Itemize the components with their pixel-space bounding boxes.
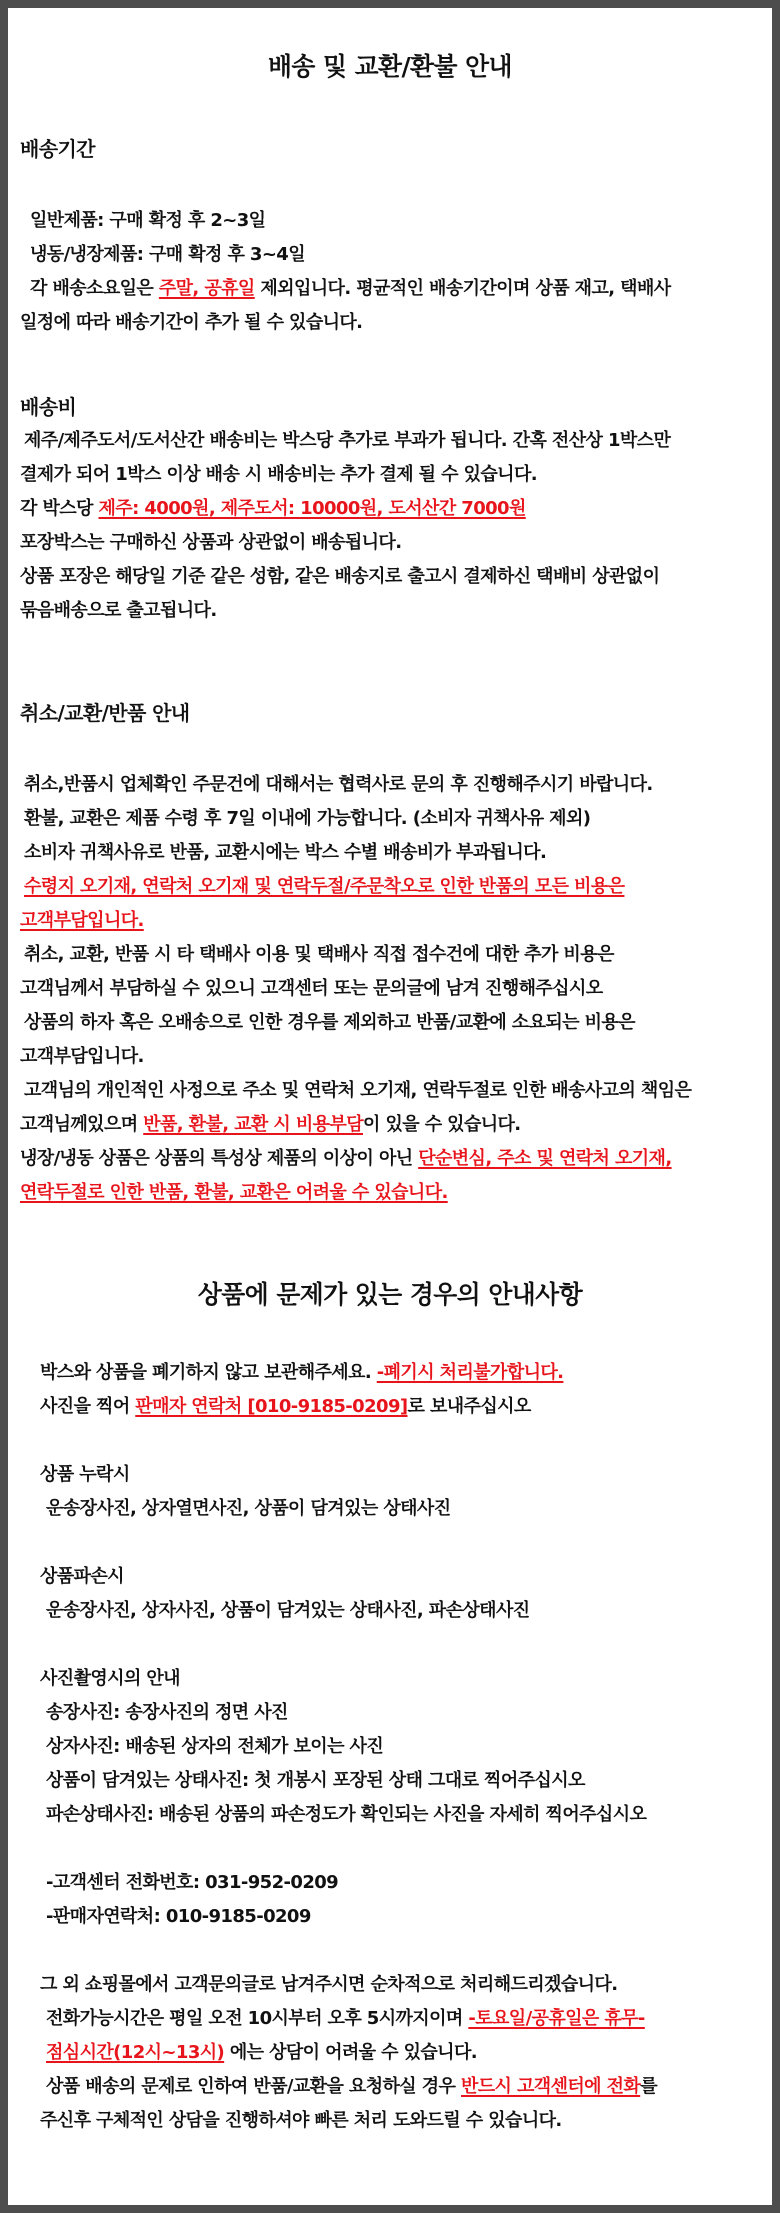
seller-phone: -판매자연락처: 010-9185-0209 <box>46 1906 311 1927</box>
photo-guide-heading: 사진촬영시의 안내 <box>40 1668 180 1689</box>
cancel-line: 취소, 교환, 반품 시 타 택배사 이용 및 택배사 직접 접수건에 대한 추가 비용은 <box>24 944 614 965</box>
missing-photos: 운송장사진, 상자열면사진, 상품이 담겨있는 상태사진 <box>46 1498 451 1519</box>
cancel-line: 냉장/냉동 상품은 상품의 특성상 제품의 이상이 아닌 단순변심, 주소 및 연락처 오기재, <box>20 1148 672 1169</box>
cancel-line: 취소,반품시 업체확인 주문건에 대해서는 협력사로 문의 후 진행해주시기 바랍니다. <box>24 774 653 795</box>
shipping-fee-rates: 각 박스당 제주: 4000원, 제주도서: 10000원, 도서산간 7000원 <box>20 498 526 519</box>
page-title: 배송 및 교환/환불 안내 <box>267 52 513 81</box>
misc-line: 그 외 쇼핑몰에서 고객문의글로 남겨주시면 순차적으로 처리해드리겠습니다. <box>40 1974 618 1995</box>
shipping-fee-line: 결제가 되어 1박스 이상 배송 시 배송비는 추가 결제 될 수 있습니다. <box>20 464 537 485</box>
phone-hours: 전화가능시간은 평일 오전 10시부터 오후 5시까지이며 -토요일/공휴일은 휴무- <box>46 2008 645 2029</box>
shipping-period-note: 각 배송소요일은 주말, 공휴일 제외입니다. 평균적인 배송기간이며 상품 재고, 택배사 <box>30 278 671 299</box>
shipping-fee-line: 제주/제주도서/도서산간 배송비는 박스당 추가로 부과가 됩니다. 간혹 전산상 1박스만 <box>24 430 671 451</box>
general-product-period: 일반제품: 구매 확정 후 2~3일 <box>30 210 266 231</box>
photo-guide-item: 송장사진: 송장사진의 정면 사진 <box>46 1702 288 1723</box>
shipping-fee-line: 상품 포장은 해당일 기준 같은 성함, 같은 배송지로 출고시 결제하신 택배비 상관없이 <box>20 566 660 587</box>
cancel-line: 고객님께있으며 반품, 환불, 교환 시 비용부담이 있을 수 있습니다. <box>20 1114 521 1135</box>
cancel-line: 상품의 하자 혹은 오배송으로 인한 경우를 제외하고 반품/교환에 소요되는 비용은 <box>24 1012 635 1033</box>
damage-heading: 상품파손시 <box>40 1566 124 1587</box>
cancel-line: 소비자 귀책사유로 반품, 교환시에는 박스 수별 배송비가 부과됩니다. <box>24 842 547 863</box>
shipping-period-heading: 배송기간 <box>20 137 95 161</box>
call-notice: 상품 배송의 문제로 인하여 반품/교환을 요청하실 경우 반드시 고객센터에 전화를 <box>46 2076 657 2097</box>
cancel-line: 환불, 교환은 제품 수령 후 7일 이내에 가능합니다. (소비자 귀책사유 제외) <box>24 808 591 829</box>
cancel-exchange-heading: 취소/교환/반품 안내 <box>20 701 190 725</box>
cancel-line: 고객님께서 부담하실 수 있으니 고객센터 또는 문의글에 남겨 진행해주십시오 <box>20 978 603 999</box>
frozen-product-period: 냉동/냉장제품: 구매 확정 후 3~4일 <box>30 244 306 265</box>
missing-heading: 상품 누락시 <box>40 1464 130 1485</box>
notice-sheet <box>8 8 772 2205</box>
cancel-warning: 연락두절로 인한 반품, 환불, 교환은 어려울 수 있습니다. <box>20 1182 448 1203</box>
shipping-fee-line: 포장박스는 구매하신 상품과 상관없이 배송됩니다. <box>20 532 402 553</box>
cancel-warning: 고객부담입니다. <box>20 910 144 931</box>
shipping-period-note-2: 일정에 따라 배송기간이 추가 될 수 있습니다. <box>20 312 363 333</box>
shipping-fee-line: 묶음배송으로 출고됩니다. <box>20 600 217 621</box>
lunch-hours: 점심시간(12시~13시) 에는 상담이 어려울 수 있습니다. <box>46 2042 477 2063</box>
problem-guide-title: 상품에 문제가 있는 경우의 안내사항 <box>197 1280 583 1309</box>
misc-line: 주신후 구체적인 상담을 진행하셔야 빠른 처리 도와드릴 수 있습니다. <box>40 2110 562 2131</box>
send-photo-notice: 사진을 찍어 판매자 연락처 [010-9185-0209]로 보내주십시오 <box>40 1396 531 1417</box>
photo-guide-item: 상품이 담겨있는 상태사진: 첫 개봉시 포장된 상태 그대로 찍어주십시오 <box>46 1770 585 1791</box>
cs-phone: -고객센터 전화번호: 031-952-0209 <box>46 1872 339 1893</box>
damage-photos: 운송장사진, 상자사진, 상품이 담겨있는 상태사진, 파손상태사진 <box>46 1600 530 1621</box>
photo-guide-item: 상자사진: 배송된 상자의 전체가 보이는 사진 <box>46 1736 384 1757</box>
cancel-line: 고객부담입니다. <box>20 1046 144 1067</box>
shipping-fee-heading: 배송비 <box>20 395 77 419</box>
cancel-warning: 수령지 오기재, 연락처 오기재 및 연락두절/주문착오로 인한 반품의 모든 비용은 <box>24 876 625 897</box>
keep-box-notice: 박스와 상품을 폐기하지 않고 보관해주세요. -폐기시 처리불가합니다. <box>40 1362 564 1383</box>
photo-guide-item: 파손상태사진: 배송된 상품의 파손정도가 확인되는 사진을 자세히 찍어주십시오 <box>46 1804 647 1825</box>
cancel-line: 고객님의 개인적인 사정으로 주소 및 연락처 오기재, 연락두절로 인한 배송사고의 책임은 <box>24 1080 692 1101</box>
